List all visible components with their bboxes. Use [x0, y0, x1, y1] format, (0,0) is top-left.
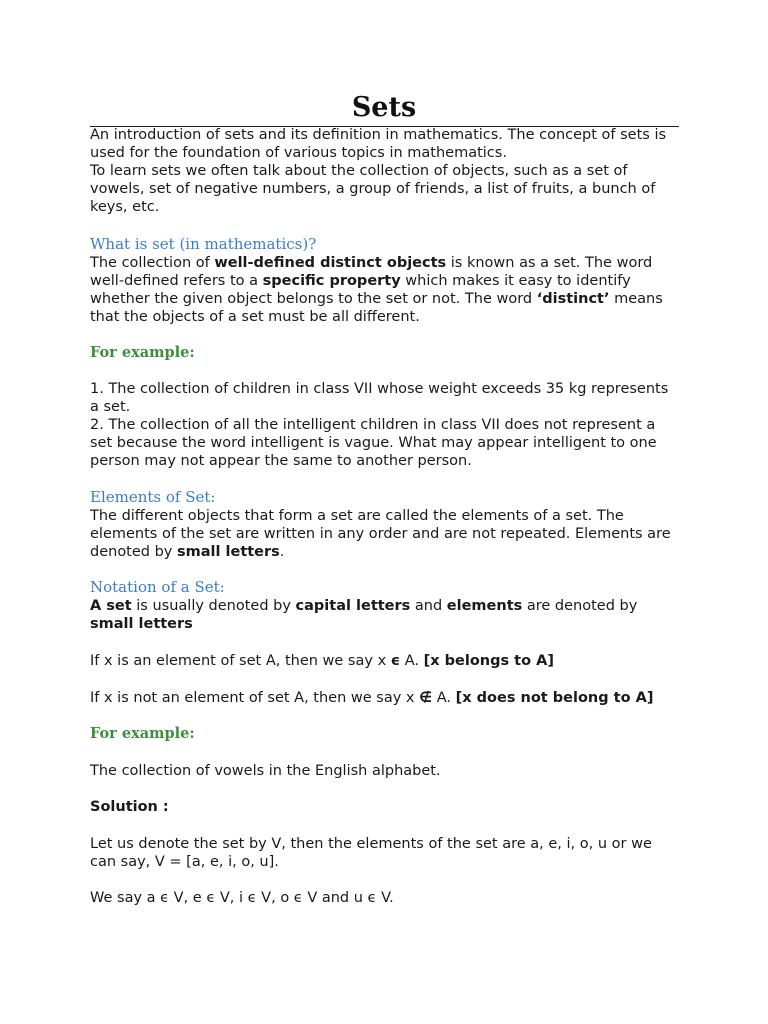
intro-line-5: keys, etc. [90, 199, 160, 215]
example-heading: For example: [90, 725, 195, 742]
intro-line-2: used for the foundation of various topics in mathematics. [90, 145, 507, 161]
section-heading: Elements of Set: [90, 488, 216, 506]
example-heading: For example: [90, 344, 195, 361]
paragraph-line: The different objects that form a set are called the elements of a set. The [90, 508, 624, 524]
solution-line: can say, V = [a, e, i, o, u]. [90, 854, 279, 870]
example-line: 2. The collection of all the intelligent children in class VII does not represent a [90, 417, 656, 433]
paragraph-line: elements of the set are written in any order and are not repeated. Elements are [90, 526, 671, 542]
section-heading: Notation of a Set: [90, 578, 225, 596]
belongs-line: If x is an element of set A, then we say x ϵ A. [x belongs to A] [90, 653, 554, 669]
not-element-of-symbol: ∉ [419, 690, 433, 706]
paragraph-line: small letters [90, 616, 193, 632]
paragraph-line: that the objects of a set must be all different. [90, 309, 420, 325]
example-line: a set. [90, 399, 131, 415]
example-line: person may not appear the same to another person. [90, 453, 472, 469]
page-title: Sets [351, 92, 417, 123]
example-line: 1. The collection of children in class VII whose weight exceeds 35 kg represents [90, 381, 669, 397]
intro-line-1: An introduction of sets and its definition in mathematics. The concept of sets is [90, 127, 667, 143]
example-line: set because the word intelligent is vague. What may appear intelligent to one [90, 435, 657, 451]
example-question: The collection of vowels in the English alphabet. [90, 763, 441, 779]
intro-line-4: vowels, set of negative numbers, a group of friends, a list of fruits, a bunch of [90, 181, 656, 197]
paragraph-line: well-defined refers to a specific property which makes it easy to identify [90, 273, 631, 289]
paragraph-line: whether the given object belongs to the set or not. The word ‘distinct’ means [90, 291, 663, 307]
solution-label: Solution : [90, 799, 169, 815]
not-belongs-line: If x is not an element of set A, then we say x ∉ A. [x does not belong to A] [90, 690, 654, 706]
section-heading: What is set (in mathematics)? [90, 235, 317, 253]
paragraph-line: A set is usually denoted by capital letters and elements are denoted by [90, 598, 638, 614]
solution-line: Let us denote the set by V, then the elements of the set are a, e, i, o, u or we [90, 836, 652, 852]
solution-line: We say a ϵ V, e ϵ V, i ϵ V, o ϵ V and u ϵ V. [90, 890, 394, 906]
intro-line-3: To learn sets we often talk about the collection of objects, such as a set of [90, 163, 628, 179]
element-of-symbol: ϵ [390, 653, 401, 669]
paragraph-line: The collection of well-defined distinct objects is known as a set. The word [90, 255, 653, 271]
paragraph-line: denoted by small letters. [90, 544, 285, 560]
